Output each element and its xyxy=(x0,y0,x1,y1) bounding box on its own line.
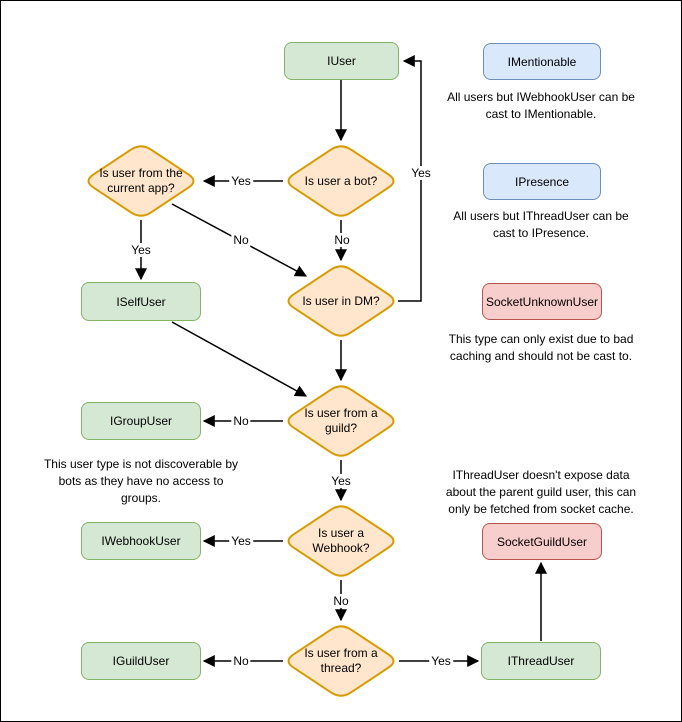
node-imentionable-label: IMentionable xyxy=(507,54,577,69)
note-ithreaduser-line: IThreadUser doesn't expose data xyxy=(452,468,630,482)
note-ipresence-line: All users but IThreadUser can be xyxy=(453,209,629,223)
note-socketunknownuser-line: caching and should not be cast to. xyxy=(449,349,633,363)
note-igroupuser xyxy=(21,456,261,507)
decision-from-guild-label: Is user from a guild? xyxy=(304,406,378,435)
note-imentionable-line: All users but IWebhookUser can be xyxy=(447,90,635,104)
note-imentionable-line: cast to IMentionable. xyxy=(485,107,597,121)
node-igroupuser-label: IGroupUser xyxy=(109,414,173,428)
node-ithreaduser xyxy=(481,642,601,680)
edge-label-thread-to-iguild: No xyxy=(233,654,249,668)
note-igroupuser-line: groups. xyxy=(120,491,162,505)
edge-indm-to-iuser xyxy=(398,61,421,301)
note-ithreaduser-line: only be fetched from socket cache. xyxy=(448,502,634,516)
node-imentionable xyxy=(483,43,601,80)
node-ipresence xyxy=(483,163,601,200)
edge-label-bot-to-dm: No xyxy=(334,233,350,247)
node-iuser-label: IUser xyxy=(327,54,356,68)
edge-label-app-to-self: Yes xyxy=(131,243,151,257)
edge-label-thread-to-ithread: Yes xyxy=(431,654,451,668)
note-socketunknownuser xyxy=(421,331,661,365)
note-ipresence-line: cast to IPresence. xyxy=(492,226,590,240)
edge-iselfuser-to-fromguild xyxy=(172,322,306,396)
edge-label-webhook-to-iwebhook: Yes xyxy=(231,534,251,548)
decision-from-current-app-label: Is user from the current app? xyxy=(99,166,183,195)
note-socketunknownuser-line: This type can only exist due to bad xyxy=(448,332,634,346)
note-igroupuser-line: This user type is not discoverable by xyxy=(43,457,239,471)
node-iwebhookuser-label: IWebhookUser xyxy=(101,534,181,548)
node-iguilduser xyxy=(81,642,201,680)
edge-label-app-to-dm: No xyxy=(233,233,249,247)
node-iguilduser-label: IGuildUser xyxy=(112,654,170,668)
decision-is-webhook-label: Is user a Webhook? xyxy=(312,526,370,555)
edge-label-dm-to-iuser: Yes xyxy=(411,166,431,180)
node-ipresence-label: IPresence xyxy=(514,174,570,189)
decision-from-thread-label: Is user from a thread? xyxy=(304,646,378,675)
edge-label-guild-to-webhook: Yes xyxy=(331,474,351,488)
node-socketunknownuser-label: SocketUnknownUser xyxy=(485,294,599,309)
edge-label-bot-to-app: Yes xyxy=(231,174,251,188)
note-imentionable xyxy=(421,89,661,123)
node-iwebhookuser xyxy=(81,522,201,560)
note-ipresence xyxy=(421,208,661,242)
note-igroupuser-line: bots as they have no access to xyxy=(58,474,224,488)
node-iselfuser xyxy=(81,282,201,321)
edge-label-webhook-to-thread: No xyxy=(333,594,349,608)
node-socketguilduser xyxy=(482,523,602,560)
node-socketunknownuser xyxy=(482,283,602,320)
decision-in-dm-label: Is user in DM? xyxy=(302,293,380,308)
node-iselfuser-label: ISelfUser xyxy=(116,294,166,309)
edge-label-guild-to-group: No xyxy=(233,414,249,428)
node-socketguilduser-label: SocketGuildUser xyxy=(496,534,588,549)
node-ithreaduser-label: IThreadUser xyxy=(507,654,575,668)
node-igroupuser xyxy=(81,402,201,440)
decision-is-bot-label: Is user a bot? xyxy=(304,173,378,188)
note-ithreaduser xyxy=(416,467,666,518)
note-ithreaduser-line: about the parent guild user, this can xyxy=(445,485,637,499)
node-iuser xyxy=(284,42,399,80)
